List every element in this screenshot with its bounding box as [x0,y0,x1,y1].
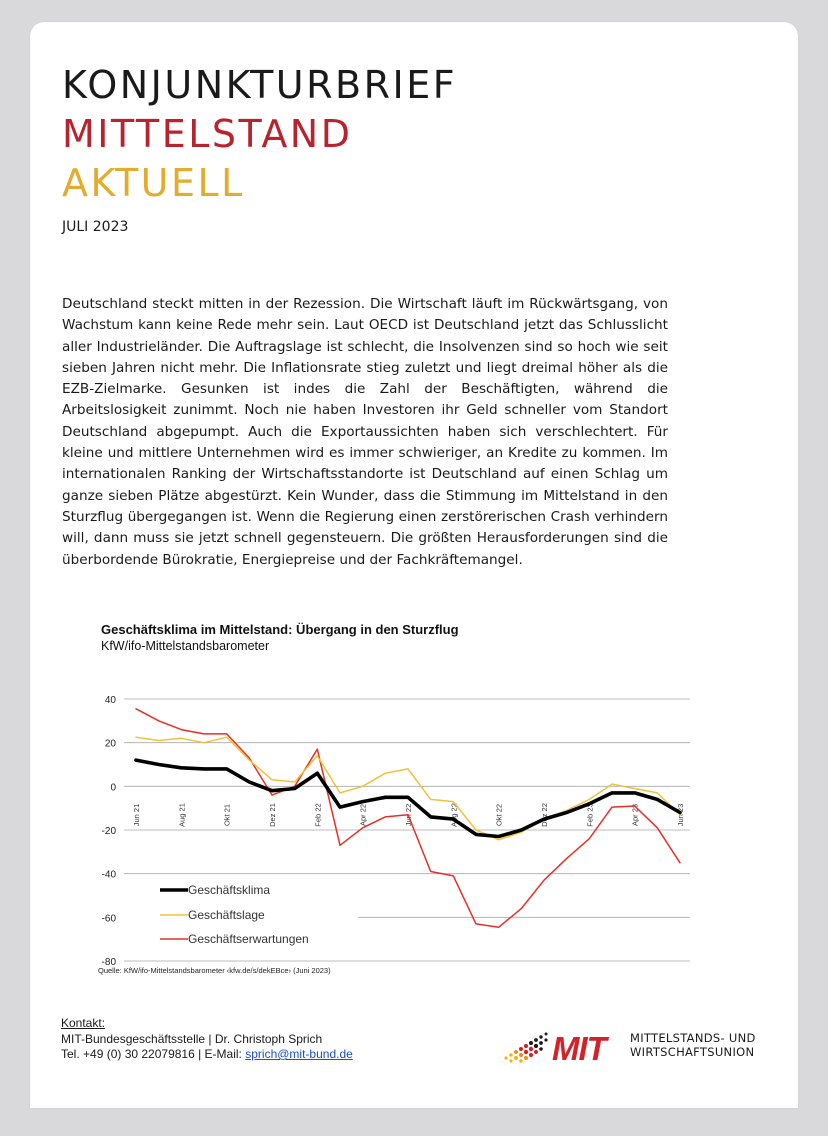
y-tick-label: 20 [104,738,116,750]
y-tick-label: -20 [101,826,116,837]
logo-line1: MITTELSTANDS- UND [630,1031,756,1045]
y-tick-label: 0 [110,782,116,794]
body-paragraph: Deutschland steckt mitten in der Rezession. Die Wirtschaft läuft im Rückwärtsgang, von Wachstum kann keine Rede mehr sein. Laut OECD ist Deutschland jetzt das Schlusslicht aller Industrieländer. Die Auftragslage ist schlecht, die Insolvenzen sind so hoch wie seit sieben Jahren nicht mehr. Die Inflationsrate stieg zuletzt und liegt dreimal höher als die EZB-Zielmarke. Gesunken ist indes die Zahl der Beschäftigten, während die Arbeitslosigkeit zunimmt. Noch nie haben Investoren ihr Geld schneller vom Standort Deutschland abgepumpt. Auch die Exportaussichten haben sich verschlechtert. Für kleine und mittlere Unternehmen wird es immer schwieriger, an Kredite zu kommen. Im internationalen Ranking der Wirtschaftsstandorte ist Deutschland auf einen Schlag um ganze sieben Plätze abgestürzt. Kein Wunder, dass die Stimmung im Mittelstand in den Sturzflug übergegangen ist. Wenn die Regierung einen zerstörerischen Crash verhindern will, dann muss sie jetzt schnell gegensteuern. Die größten Herausforderungen sind die überbordende Bürokratie, Energiepreise und der Fachkräftemangel. [62,296,668,568]
x-tick-label: Dez 22 [540,803,549,827]
chart-title: Geschäftsklima im Mittelstand: Übergang in den Sturzflug [101,622,459,637]
contact-block [61,1016,353,1063]
x-tick-label: Aug 21 [177,803,187,827]
x-tick-label: Okt 21 [222,803,232,827]
title-mittelstand: MITTELSTAND [62,112,353,156]
y-tick-label: -60 [101,913,116,925]
logo-line2: WIRTSCHAFTSUNION [630,1045,755,1059]
chart-subtitle: KfW/ifo-Mittelstandsbarometer [101,639,270,653]
x-tick-label: Aug 22 [449,803,459,827]
x-tick-label: Jun 23 [676,803,685,827]
logo-wordmark [630,1031,756,1059]
y-tick-label: 40 [104,695,116,706]
x-tick-label: Feb 22 [313,803,323,827]
legend-label: Geschäftslage [188,908,265,922]
legend-label: Geschäftsklima [188,883,271,897]
issue-date: JULI 2023 [62,219,129,235]
contact-label: Kontakt: [61,1016,106,1030]
x-tick-label: Dez 21 [268,803,277,827]
contact-phone: Tel. +49 (0) 30 22079816 | E-Mail: [61,1047,246,1061]
chart-source: Quelle: KfW/ifo-Mittelstandsbarometer ‹kfw.de/s/dekEBce› (Juni 2023) [98,966,331,975]
logo-dots-icon [504,1033,547,1063]
y-tick-label: -80 [101,957,116,968]
x-tick-label: Feb 23 [585,803,595,827]
logo-mark: MIT [552,1030,606,1064]
contact-phone-line [61,1047,353,1063]
x-tick-label: Apr 22 [358,803,368,827]
x-tick-label: Jun 22 [404,803,413,827]
x-tick-label: Okt 22 [494,803,504,827]
contact-address: MIT-Bundesgeschäftsstelle | Dr. Christoph Sprich [61,1031,323,1046]
title-aktuell: AKTUELL [62,161,245,205]
x-tick-label: Jun 21 [132,803,141,827]
legend-label: Geschäftserwartungen [188,932,309,946]
y-tick-label: -40 [101,869,116,881]
title-konjunkturbrief: KONJUNKTURBRIEF [62,63,458,107]
x-tick-label: Apr 23 [630,803,640,827]
email-link[interactable]: sprich@mit-bund.de [245,1047,353,1061]
